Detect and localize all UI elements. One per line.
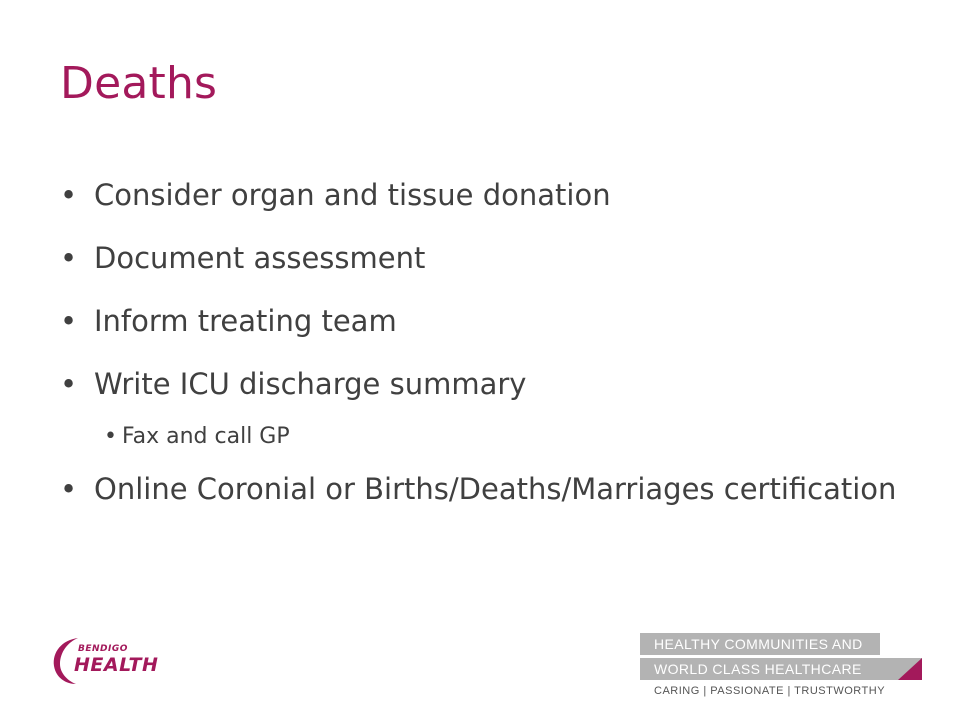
tagline-band-1: HEALTHY COMMUNITIES AND [640, 633, 880, 655]
logo-text-line1: BENDIGO [78, 644, 128, 654]
tagline-arrow-icon [898, 658, 924, 680]
bullet-item: • Write ICU discharge summary [60, 365, 900, 404]
bullet-item: • Document assessment [60, 239, 900, 278]
tagline-values: CARING | PASSIONATE | TRUSTWORTHY [654, 685, 886, 697]
tagline-band-2: WORLD CLASS HEALTHCARE [640, 658, 922, 680]
slide-title: Deaths [60, 58, 218, 109]
bendigo-health-logo [48, 630, 168, 690]
bullet-list [60, 176, 900, 533]
sub-bullet-item: • Fax and call GP [104, 422, 900, 452]
bullet-item: • Online Coronial or Births/Deaths/Marriages certification [60, 470, 900, 509]
logo-text-line2: HEALTH [74, 654, 159, 676]
tagline-banner [640, 633, 940, 703]
bullet-item: • Consider organ and tissue donation [60, 176, 900, 215]
bullet-item: • Inform treating team [60, 302, 900, 341]
